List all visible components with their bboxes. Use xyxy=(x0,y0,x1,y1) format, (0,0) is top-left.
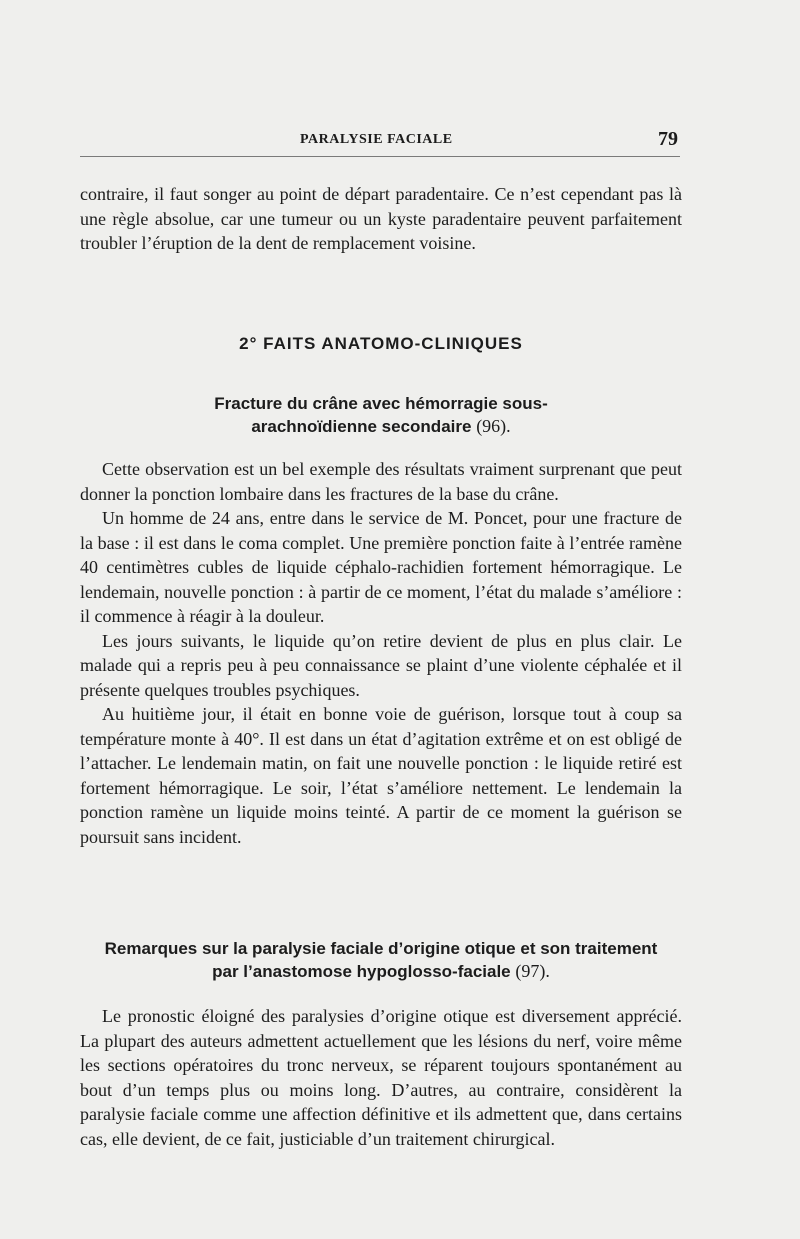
running-head xyxy=(80,128,680,158)
case1-ref: (96). xyxy=(476,416,511,436)
header-rule xyxy=(80,156,680,157)
case2-title-line2: par l’anastomose hypoglosso-faciale xyxy=(212,962,511,981)
case1-paragraph: Un homme de 24 ans, entre dans le service de M. Poncet, pour une fracture de la base : il est dans le coma complet. Une première ponction faite à l’entrée ramène 40 centimètres cubles de liquide céphalo-rachidien fortement hémorragique. Le lendemain, nouvelle ponction : à partir de ce moment, l’état du malade s’améliore : il commence à réagir à la douleur. xyxy=(80,508,682,626)
case1-title xyxy=(80,392,682,438)
case1-paragraph: Les jours suivants, le liquide qu’on retire devient de plus en plus clair. Le malade qui a repris peu à peu connaissance se plaint d’une violente céphalée et il présente quelques troubles psychiques. xyxy=(80,630,682,700)
section-heading: 2° FAITS ANATOMO-CLINIQUES xyxy=(239,334,523,353)
intro-text xyxy=(80,182,682,256)
intro-paragraph: contraire, il faut songer au point de départ paradentaire. Ce n’est cependant pas là une règle absolue, car une tumeur ou un kyste paradentaire peuvent parfaitement troubler l’éruption de la dent de remplacement voisine. xyxy=(80,184,682,253)
case2-body xyxy=(80,1004,682,1151)
case2-title xyxy=(80,937,682,983)
page-number: 79 xyxy=(658,128,678,150)
running-title: PARALYSIE FACIALE xyxy=(300,132,453,147)
case2-ref: (97). xyxy=(515,961,550,981)
case1-paragraph: Au huitième jour, il était en bonne voie de guérison, lorsque tout à coup sa température monte à 40°. Il est dans un état d’agitation extrême et on est obligé de l’attacher. Le lendemain matin, on fait une nouvelle ponction : le liquide retiré est fortement hémorragique. Le soir, l’état s’améliore nettement. Le lendemain la ponction ramène un liquide moins teinté. A partir de ce moment la guérison se poursuit sans incident. xyxy=(80,704,682,847)
case2-paragraph: Le pronostic éloigné des paralysies d’origine otique est diversement apprécié. La plupart des auteurs admettent actuellement que les lésions du nerf, voire même les sections opératoires du tronc nerveux, se réparent toujours spontanément au bout d’un temps plus ou moins long. D’autres, au contraire, considèrent la paralysie faciale comme une affection définitive et ils admettent que, dans certains cas, elle devient, de ce fait, justiciable d’un traitement chirurgical. xyxy=(80,1006,682,1149)
case2-title-line1: Remarques sur la paralysie faciale d’origine otique et son traitement xyxy=(104,939,658,958)
case1-paragraph: Cette observation est un bel exemple des résultats vraiment surprenant que peut donner la ponction lombaire dans les fractures de la base du crâne. xyxy=(80,459,682,504)
case1-body xyxy=(80,457,682,849)
case1-title-text: Fracture du crâne avec hémorragie sous-arachnoïdienne secondaire xyxy=(214,394,548,436)
